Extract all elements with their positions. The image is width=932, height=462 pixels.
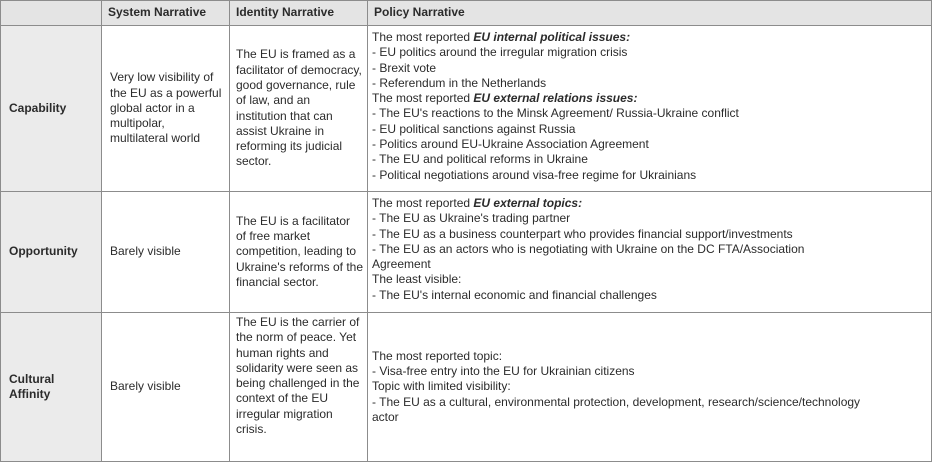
row-label-capability: Capability: [1, 26, 102, 192]
cell-system-opportunity: Barely visible: [102, 192, 230, 313]
table-row: [1, 26, 932, 192]
list-item: Agreement: [372, 257, 431, 272]
list-item: - The EU as Ukraine's trading partner: [372, 211, 571, 226]
cell-system-cultural-affinity: Barely visible: [102, 313, 230, 462]
list-item: - The EU as a cultural, environmental protection, development, research/science/technology: [372, 394, 861, 409]
row-label-opportunity: Opportunity: [1, 192, 102, 313]
header-system-narrative: System Narrative: [102, 1, 230, 26]
list-item: - The EU as a business counterpart who provides financial support/investments: [372, 226, 793, 241]
policy-intro: The most reported: [372, 91, 474, 106]
policy-intro: The most reported: [372, 196, 474, 210]
policy-heading: [372, 30, 925, 45]
policy-subheading: The most reported topic:: [372, 348, 503, 363]
header-corner: [1, 1, 102, 26]
row-label-text: Cultural Affinity: [9, 371, 55, 401]
header-identity-narrative: Identity Narrative: [230, 1, 368, 26]
table-row: [1, 313, 932, 462]
policy-highlight: EU external topics:: [473, 196, 583, 210]
list-item: - The EU's internal economic and financial challenges: [372, 287, 657, 302]
cell-identity-opportunity: The EU is a facilitator of free market competition, leading to Ukraine's reforms of the financial sector.: [230, 192, 368, 313]
row-label-cultural-affinity: [1, 313, 102, 462]
list-item: - The EU as an actors who is negotiating with Ukraine on the DC FTA/Association: [372, 241, 805, 256]
table-row: [1, 192, 932, 313]
policy-heading: [372, 91, 925, 106]
header-policy-narrative: Policy Narrative: [368, 1, 932, 26]
policy-subheading: The least visible:: [372, 272, 462, 287]
list-item: - Visa-free entry into the EU for Ukrainian citizens: [372, 364, 635, 379]
policy-intro: The most reported: [372, 30, 474, 44]
policy-highlight: EU internal political issues:: [473, 30, 631, 44]
policy-subheading: Topic with limited visibility:: [372, 379, 511, 394]
header-row: [1, 1, 932, 26]
list-item: - Politics around EU-Ukraine Association Agreement: [372, 137, 649, 152]
policy-heading: [372, 196, 925, 211]
list-item: - EU politics around the irregular migration crisis: [372, 45, 628, 60]
list-item: - The EU's reactions to the Minsk Agreement/ Russia-Ukraine conflict: [372, 106, 739, 121]
cell-identity-capability: The EU is framed as a facilitator of democracy, good governance, rule of law, and an institution that can assist Ukraine in reforming its judicial sector.: [230, 26, 368, 192]
cell-system-capability: Very low visibility of the EU as a powerful global actor in a multipolar, multilateral world: [102, 26, 230, 192]
list-item: - Brexit vote: [372, 60, 437, 75]
list-item: - Political negotiations around visa-free regime for Ukrainians: [372, 167, 697, 182]
cell-identity-cultural-affinity: The EU is the carrier of the norm of peace. Yet human rights and solidarity were seen as being challenged in the context of the EU irregular migration crisis.: [230, 313, 368, 462]
cell-policy-capability: [368, 26, 932, 192]
cell-policy-cultural-affinity: [368, 313, 932, 462]
policy-highlight: EU external relations issues:: [473, 91, 638, 106]
list-item: - The EU and political reforms in Ukraine: [372, 152, 588, 167]
list-item: - EU political sanctions against Russia: [372, 121, 576, 136]
list-item: actor: [372, 409, 399, 424]
cell-policy-opportunity: [368, 192, 932, 313]
list-item: - Referendum in the Netherlands: [372, 75, 547, 90]
